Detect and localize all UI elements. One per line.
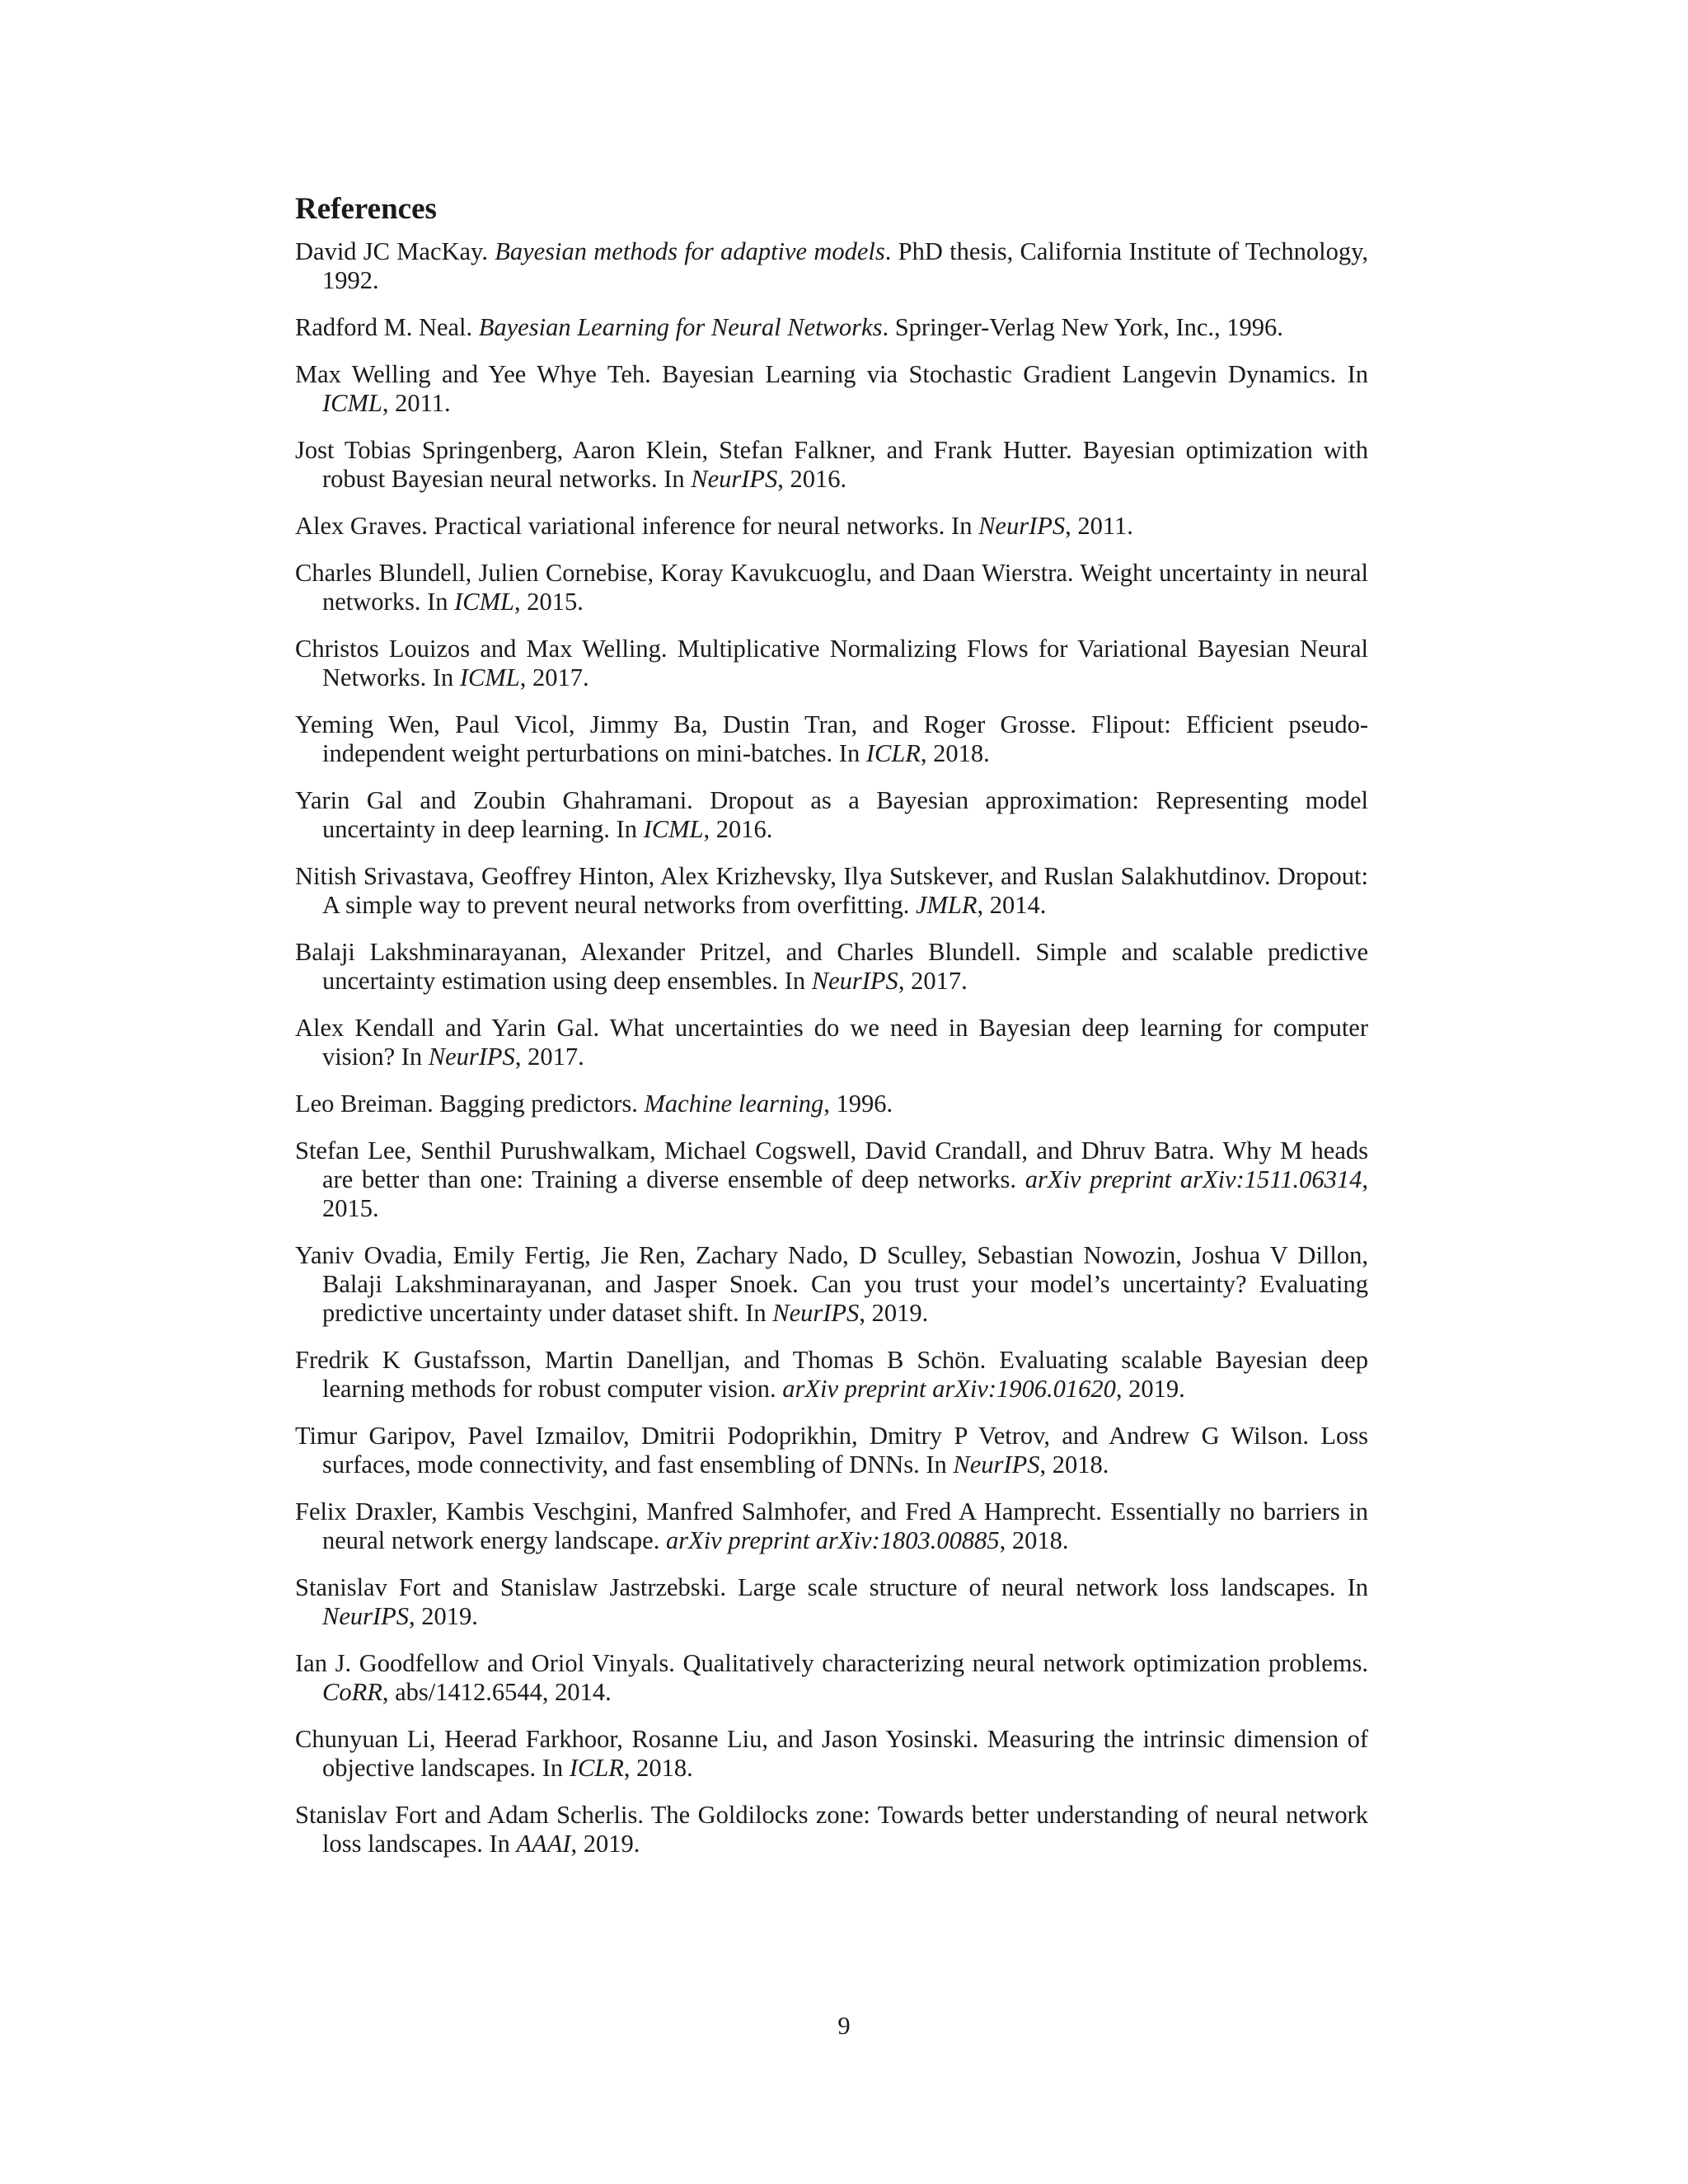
reference-venue: ICML xyxy=(643,815,704,843)
reference-venue: Machine learning xyxy=(644,1090,824,1118)
reference-text: , 2015. xyxy=(513,588,584,616)
reference-text: Stanislav Fort and Stanislaw Jastrzebski. Large scale structure of neural network loss landscapes. In xyxy=(295,1573,1368,1601)
reference-venue: arXiv preprint arXiv:1906.01620 xyxy=(782,1375,1116,1403)
section-title: References xyxy=(295,192,437,226)
reference-venue: NeurIPS xyxy=(978,512,1066,540)
reference-text: , 2018. xyxy=(999,1526,1069,1554)
reference-text: Alex Kendall and Yarin Gal. What uncertainties do we need in Bayesian deep learning for computer vision? In xyxy=(295,1014,1368,1071)
reference-text: , 2018. xyxy=(920,739,990,767)
reference-venue: ICML xyxy=(459,663,520,691)
reference-venue: NeurIPS xyxy=(322,1602,410,1630)
reference-text: Balaji Lakshminarayanan, Alexander Pritzel, and Charles Blundell. Simple and scalable predictive uncertainty estimation using deep ensembles. In xyxy=(295,938,1368,995)
reference-venue: ICML xyxy=(454,588,514,616)
reference-entry xyxy=(295,360,1368,418)
reference-entry xyxy=(295,1801,1368,1858)
reference-text: . PhD thesis, California Institute of Technology, 1992. xyxy=(322,237,1369,294)
reference-entry xyxy=(295,1137,1368,1223)
reference-text: Timur Garipov, Pavel Izmailov, Dmitrii Podoprikhin, Dmitry P Vetrov, and Andrew G Wilson. Loss surfaces, mode connectivity, and fast ensembling of DNNs. In xyxy=(295,1422,1368,1479)
reference-entry xyxy=(295,1573,1368,1631)
reference-venue: CoRR xyxy=(322,1678,382,1706)
reference-entry xyxy=(295,862,1368,920)
reference-venue: NeurIPS xyxy=(811,967,898,995)
reference-venue: ICLR xyxy=(569,1754,624,1782)
reference-entry xyxy=(295,1422,1368,1479)
reference-text: Christos Louizos and Max Welling. Multiplicative Normalizing Flows for Variational Bayesian Neural Networks. In xyxy=(295,635,1368,691)
reference-entry xyxy=(295,1725,1368,1783)
reference-venue: JMLR xyxy=(915,891,978,919)
reference-text: , 2019. xyxy=(570,1830,640,1858)
reference-venue: arXiv preprint arXiv:1803.00885 xyxy=(665,1526,1000,1554)
page-number: 9 xyxy=(837,2012,851,2040)
reference-entry xyxy=(295,1346,1368,1404)
reference-text: David JC MacKay. xyxy=(295,237,495,265)
reference-entry xyxy=(295,237,1368,295)
reference-text: Nitish Srivastava, Geoffrey Hinton, Alex Krizhevsky, Ilya Sutskever, and Ruslan Salakhutdinov. Dropout: A simple way to prevent neural networks from overfitting. xyxy=(295,862,1368,919)
reference-entry xyxy=(295,559,1368,616)
reference-venue: Bayesian methods for adaptive models xyxy=(495,237,885,265)
reference-list xyxy=(295,237,1368,1858)
reference-text: Felix Draxler, Kambis Veschgini, Manfred Salmhofer, and Fred A Hamprecht. Essentially no barriers in neural network energy landscape. xyxy=(295,1497,1368,1554)
reference-venue: arXiv preprint arXiv:1511.06314 xyxy=(1025,1165,1362,1193)
reference-venue: AAAI xyxy=(516,1830,571,1858)
reference-text: , 2011. xyxy=(382,389,451,417)
reference-entry xyxy=(295,1649,1368,1707)
reference-text: , 2016. xyxy=(777,465,847,493)
reference-entry xyxy=(295,1497,1368,1555)
reference-text: , 2019. xyxy=(859,1299,929,1327)
reference-entry xyxy=(295,1014,1368,1071)
reference-venue: ICML xyxy=(322,389,382,417)
reference-text: Charles Blundell, Julien Cornebise, Koray Kavukcuoglu, and Daan Wierstra. Weight uncertainty in neural networks. In xyxy=(295,559,1368,616)
reference-venue: NeurIPS xyxy=(428,1043,515,1071)
reference-text: , 2017. xyxy=(519,663,589,691)
reference-text: Yeming Wen, Paul Vicol, Jimmy Ba, Dustin Tran, and Roger Grosse. Flipout: Efficient pseudo-independent weight perturbations on mini-batches. In xyxy=(295,710,1368,767)
reference-text: Yaniv Ovadia, Emily Fertig, Jie Ren, Zachary Nado, D Sculley, Sebastian Nowozin, Joshua V Dillon, Balaji Lakshminarayanan, and Jasper Snoek. Can you trust your model’s uncertainty? Evaluating predictive uncertainty under dataset shift. In xyxy=(295,1241,1368,1327)
reference-text: Ian J. Goodfellow and Oriol Vinyals. Qualitatively characterizing neural network optimization problems. xyxy=(295,1649,1368,1677)
reference-entry xyxy=(295,710,1368,768)
reference-text: Alex Graves. Practical variational inference for neural networks. In xyxy=(295,512,979,540)
references-section xyxy=(295,191,1368,1877)
reference-venue: Bayesian Learning for Neural Networks xyxy=(478,313,883,341)
reference-text: Chunyuan Li, Heerad Farkhoor, Rosanne Liu, and Jason Yosinski. Measuring the intrinsic dimension of objective landscapes. In xyxy=(295,1725,1368,1782)
reference-text: Jost Tobias Springenberg, Aaron Klein, Stefan Falkner, and Frank Hutter. Bayesian optimization with robust Bayesian neural networks. In xyxy=(295,436,1368,493)
reference-text: . Springer-Verlag New York, Inc., 1996. xyxy=(882,313,1283,341)
reference-text: , 2018. xyxy=(1039,1451,1109,1479)
reference-text: Radford M. Neal. xyxy=(295,313,479,341)
reference-entry xyxy=(295,1241,1368,1328)
reference-venue: NeurIPS xyxy=(772,1299,860,1327)
reference-text: Stefan Lee, Senthil Purushwalkam, Michael Cogswell, David Crandall, and Dhruv Batra. Why M heads are better than one: Training a diverse ensemble of deep networks. xyxy=(295,1137,1368,1193)
reference-entry xyxy=(295,635,1368,692)
reference-text: , 2019. xyxy=(409,1602,478,1630)
reference-entry xyxy=(295,1090,1368,1118)
reference-text: , 2019. xyxy=(1115,1375,1185,1403)
reference-text: , 2011. xyxy=(1065,512,1133,540)
reference-entry xyxy=(295,786,1368,844)
reference-venue: NeurIPS xyxy=(691,465,778,493)
reference-text: Leo Breiman. Bagging predictors. xyxy=(295,1090,645,1118)
reference-text: , 2017. xyxy=(898,967,968,995)
reference-text: , abs/1412.6544, 2014. xyxy=(382,1678,612,1706)
reference-text: , 1996. xyxy=(823,1090,893,1118)
reference-text: Max Welling and Yee Whye Teh. Bayesian Learning via Stochastic Gradient Langevin Dynamics. In xyxy=(295,360,1368,388)
reference-venue: ICLR xyxy=(865,739,921,767)
reference-text: Fredrik K Gustafsson, Martin Danelljan, and Thomas B Schön. Evaluating scalable Bayesian deep learning methods for robust computer vision. xyxy=(295,1346,1368,1403)
reference-entry xyxy=(295,512,1368,541)
reference-entry xyxy=(295,938,1368,996)
reference-text: , 2017. xyxy=(514,1043,584,1071)
reference-text: Stanislav Fort and Adam Scherlis. The Goldilocks zone: Towards better understanding of neural network loss landscapes. In xyxy=(295,1801,1368,1858)
reference-text: , 2014. xyxy=(977,891,1047,919)
reference-text: , 2015. xyxy=(322,1165,1368,1222)
reference-text: , 2018. xyxy=(623,1754,693,1782)
reference-entry xyxy=(295,436,1368,494)
reference-text: , 2016. xyxy=(703,815,773,843)
reference-venue: NeurIPS xyxy=(953,1451,1040,1479)
reference-entry xyxy=(295,313,1368,342)
reference-text: Yarin Gal and Zoubin Ghahramani. Dropout as a Bayesian approximation: Representing model uncertainty in deep learning. In xyxy=(295,786,1368,843)
